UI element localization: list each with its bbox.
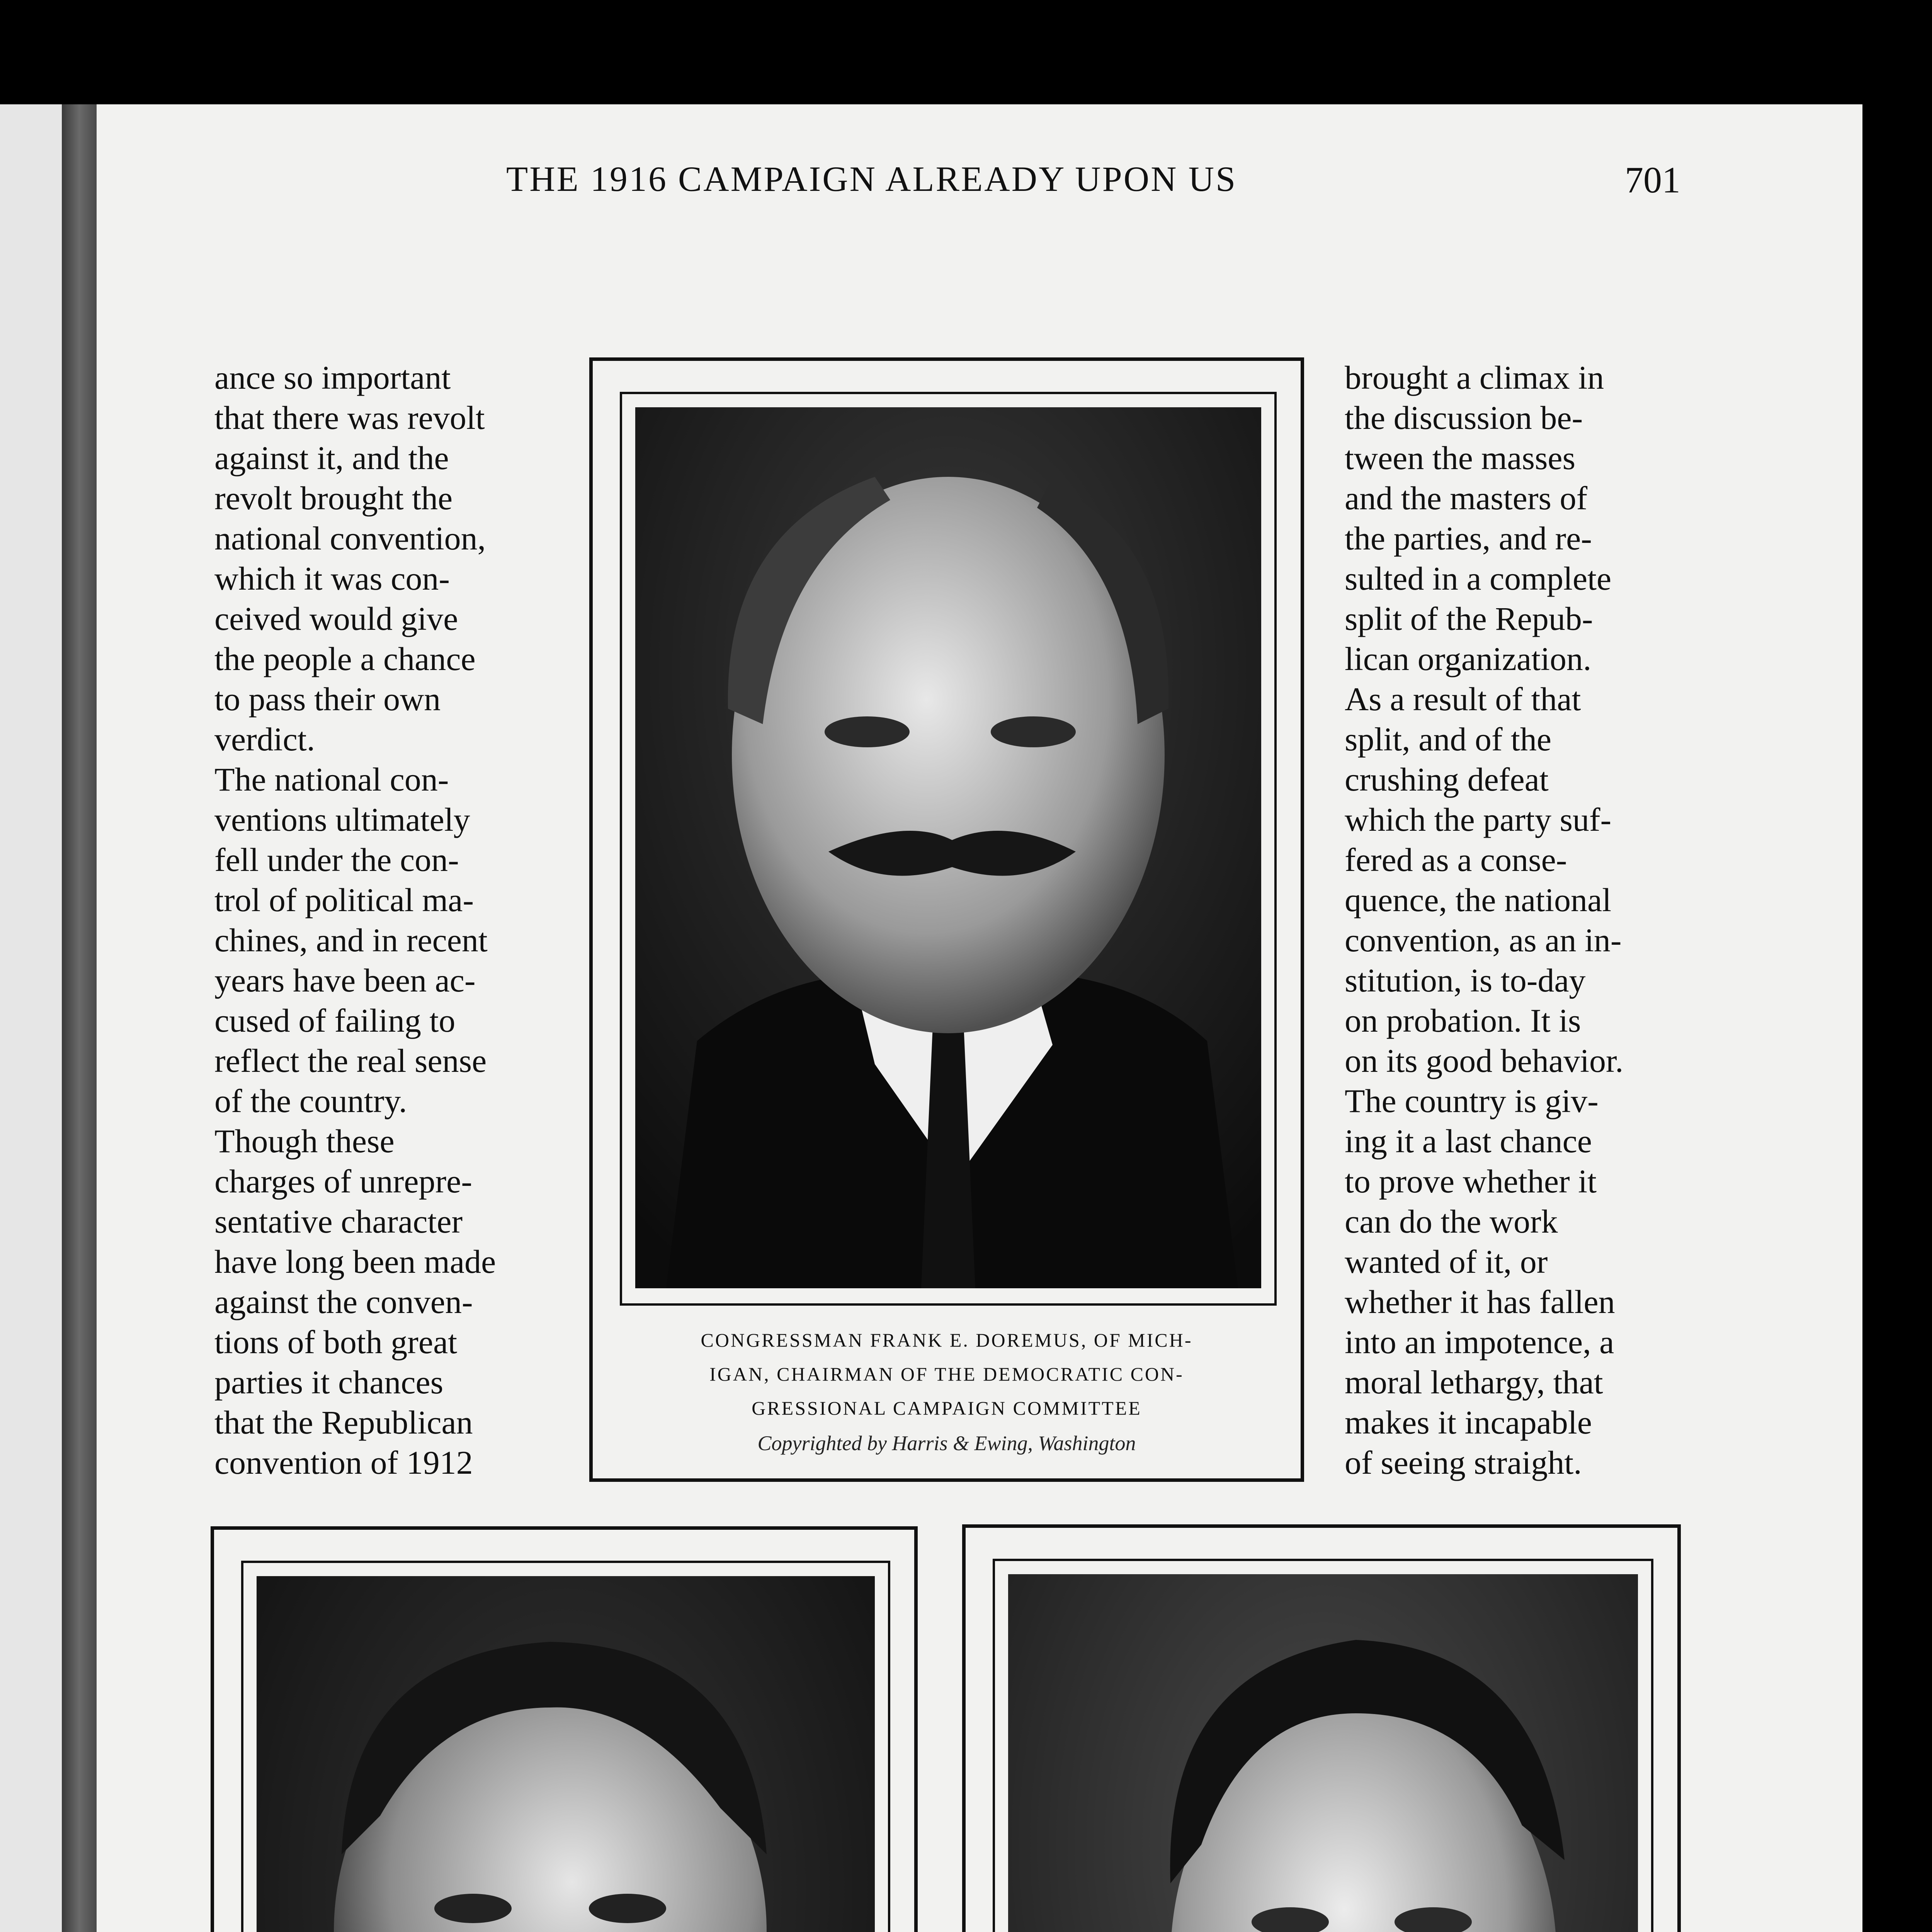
photo-frame-pence [211,1526,918,1932]
photo-credit-doremus: Copyrighted by Harris & Ewing, Washington [757,1432,1136,1455]
portrait-photo-pence [257,1576,875,1932]
portrait-photo-mccombs [1008,1574,1638,1932]
running-header: THE 1916 CAMPAIGN ALREADY UPON US [506,159,1237,199]
article-column-left: ance so important that there was revolt against it, and the revolt brought the national convention, which it was con- ceived would give the people a chance to pass their own verdict. The national con- ventions ultimately fell under the con- trol of political ma- chines, and in recent years have been ac- cused of failing to reflect the real sense of the country. Though these charges of unrepre- sentative character have long been made against the conven- tions of both great parties it chances that the Republican convention of 1912 [214,359,496,1481]
portrait-photo-doremus [635,407,1261,1288]
photo-caption-doremus: CONGRESSMAN FRANK E. DOREMUS, OF MICH- IGAN, CHAIRMAN OF THE DEMOCRATIC CON- GRESSIONAL CAMPAIGN COMMITTEE [701,1329,1193,1419]
facing-page-edge [0,104,62,1932]
book-spine [62,104,97,1932]
article-column-right: brought a climax in the discussion be- tween the masses and the masters of the parties, and re- sulted in a complete split of the Repub- lican organization. As a result of that split, and of the crushing defeat which the party suf- fered as a conse- quence, the national convention, as an in- stitution, is to-day on probation. It is on its good behavior. The country is giv- ing it a last chance to prove whether it can do the work wanted of it, or whether it has fallen into an impotence, a moral lethargy, that makes it incapable of seeing straight. [1345,359,1624,1481]
photo-frame-doremus [589,357,1304,1482]
photo-frame-mccombs [962,1524,1681,1932]
page-number: 701 [1625,159,1680,201]
